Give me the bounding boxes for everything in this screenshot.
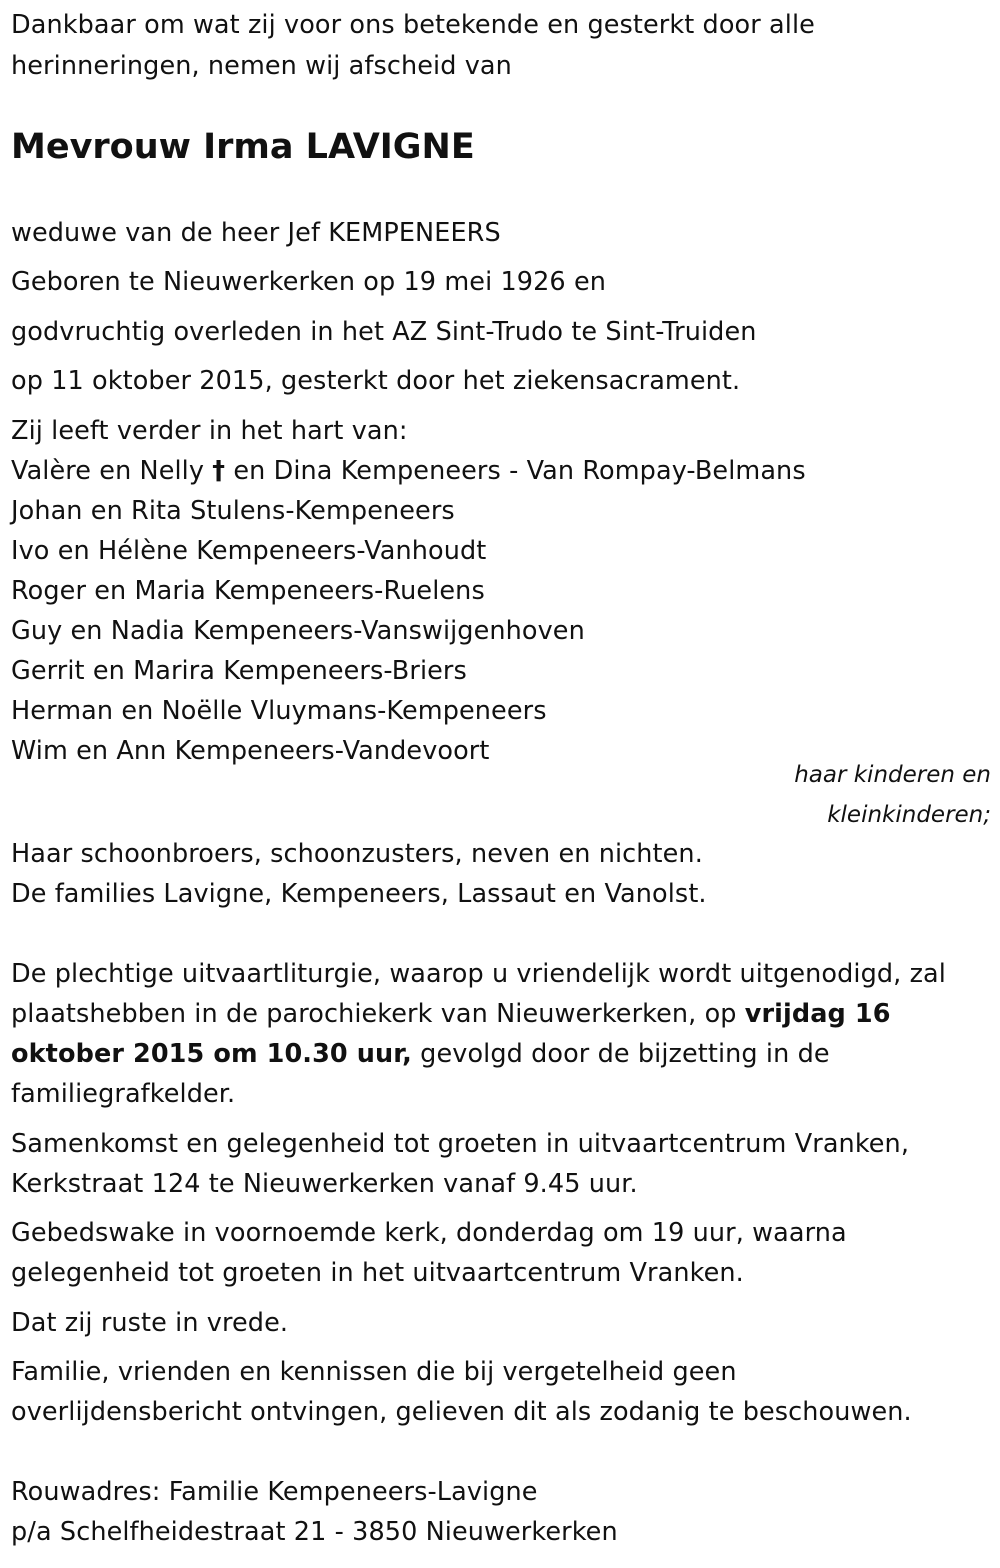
- family-member-first-part-b: en Dina Kempeneers - Van Rompay-Belmans: [233, 456, 806, 486]
- family-member: Herman en Noëlle Vluymans-Kempeneers: [11, 696, 547, 726]
- extended-family-line: Haar schoonbroers, schoonzusters, neven en nichten.: [11, 839, 703, 869]
- death-place-line: godvruchtig overleden in het AZ Sint-Trudo te Sint-Truiden: [11, 317, 757, 347]
- funeral-line-3-text: gevolgd door de bijzetting in de: [411, 1039, 830, 1069]
- intro-line-2: herinneringen, nemen wij afscheid van: [11, 51, 512, 81]
- birth-line: Geboren te Nieuwerkerken op 19 mei 1926 en: [11, 267, 607, 297]
- funeral-line-2: [11, 994, 891, 1034]
- funeral-date-bold: oktober 2015 om 10.30 uur,: [11, 1039, 412, 1069]
- gathering-line-2: Kerkstraat 124 te Nieuwerkerken vanaf 9.45 uur.: [11, 1169, 638, 1199]
- notice-line-2: overlijdensbericht ontvingen, gelieven dit als zodanig te beschouwen.: [11, 1397, 912, 1427]
- family-member: Guy en Nadia Kempeneers-Vanswijgenhoven: [11, 616, 585, 646]
- death-date-line: op 11 oktober 2015, gesterkt door het ziekensacrament.: [11, 366, 741, 396]
- intro-line-1: Dankbaar om wat zij voor ons betekende en gesterkt door alle: [11, 10, 815, 40]
- family-member: Roger en Maria Kempeneers-Ruelens: [11, 576, 485, 606]
- gathering-line-1: Samenkomst en gelegenheid tot groeten in uitvaartcentrum Vranken,: [11, 1129, 910, 1159]
- address-line-2: p/a Schelfheidestraat 21 - 3850 Nieuwerkerken: [11, 1517, 618, 1547]
- extended-family-line: De families Lavigne, Kempeneers, Lassaut en Vanolst.: [11, 879, 707, 909]
- family-heading: Zij leeft verder in het hart van:: [11, 416, 408, 446]
- cross-icon: †: [212, 456, 226, 486]
- funeral-line-1: De plechtige uitvaartliturgie, waarop u vriendelijk wordt uitgenodigd, zal: [11, 959, 946, 989]
- family-member: Gerrit en Marira Kempeneers-Briers: [11, 656, 467, 686]
- widow-line: weduwe van de heer Jef KEMPENEERS: [11, 218, 501, 248]
- family-member: Wim en Ann Kempeneers-Vandevoort: [11, 736, 490, 766]
- family-member-first-part-a: Valère en Nelly: [11, 456, 205, 486]
- address-line-1: Rouwadres: Familie Kempeneers-Lavigne: [11, 1477, 538, 1507]
- funeral-line-2-text: plaatshebben in de parochiekerk van Nieuwerkerken, op: [11, 999, 745, 1029]
- funeral-line-4: familiegrafkelder.: [11, 1079, 236, 1109]
- funeral-day-bold: vrijdag 16: [744, 999, 891, 1029]
- wake-line-1: Gebedswake in voornoemde kerk, donderdag om 19 uur, waarna: [11, 1218, 847, 1248]
- relation-line-1: haar kinderen en: [794, 762, 991, 788]
- funeral-line-3: [11, 1034, 830, 1074]
- notice-line-1: Familie, vrienden en kennissen die bij vergetelheid geen: [11, 1357, 737, 1387]
- family-member: Ivo en Hélène Kempeneers-Vanhoudt: [11, 536, 487, 566]
- relation-line-2: kleinkinderen;: [827, 802, 991, 828]
- family-member-first: [11, 451, 806, 491]
- wake-line-2: gelegenheid tot groeten in het uitvaartcentrum Vranken.: [11, 1258, 744, 1288]
- deceased-name: Mevrouw Irma LAVIGNE: [11, 127, 475, 167]
- rest-line: Dat zij ruste in vrede.: [11, 1308, 289, 1338]
- family-member: Johan en Rita Stulens-Kempeneers: [11, 496, 455, 526]
